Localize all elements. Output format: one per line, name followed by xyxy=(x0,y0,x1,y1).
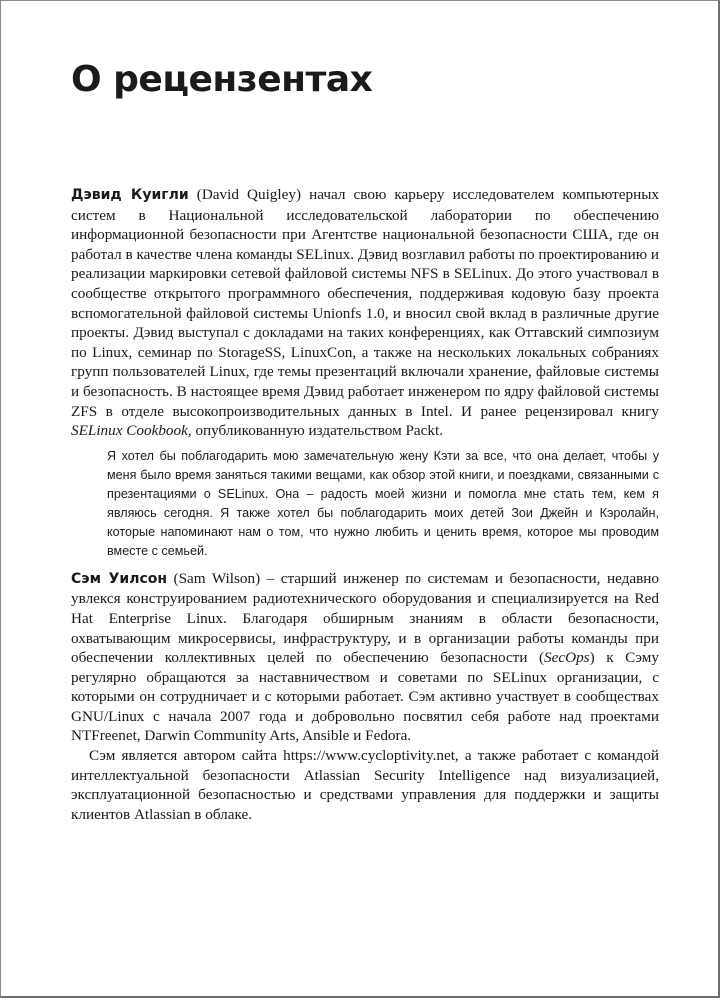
reviewer-2-name: Сэм Уилсон xyxy=(71,570,168,587)
reviewer-2-bio xyxy=(71,569,659,746)
reviewer-1-book-title: SELinux Cookbook xyxy=(71,422,188,440)
page-title: О рецензентах xyxy=(71,59,373,100)
reviewer-1-bio-text-1: (David Quigley) начал свою карьеру исследователем компьютерных систем в Национальной исследовательской лаборатории по обеспечению информационной безопасности при Агентстве национальной безопасности США, где он работал в качестве члена команды SELinux. Дэвид возглавил работы по проектированию и реализации маркировки сетевой файловой системы NFS в SELinux. До этого участвовал в сообществе открытого программного обеспечения, поддерживая кодовую базу проекта вспомогательной файловой системы Unionfs 1.0, и вносил свой вклад в различные другие проекты. Дэвид выступал с докладами на таких конференциях, как Оттавский симпозиум по Linux, семинар по StorageSS, LinuxCon, а также на нескольких локальных собраниях групп пользователей Linux, где темы презентаций включали хранение, файловые системы и безопасность. В настоящее время Дэвид работает инженером по ядру файловой системы ZFS в отделе высокопроизводительных данных в Intel. И ранее рецензировал книгу xyxy=(71,186,659,420)
reviewer-2-bio-paragraph-2: Сэм является автором сайта https://www.cycloptivity.net, а также работает с командой интеллектуальной безопасности Atlassian Security Intelligence над визуализацией, эксплуатационной безопасностью и средствами управления для поддержки и защиты клиентов Atlassian в облаке. xyxy=(71,747,659,823)
reviewer-1-acknowledgement: Я хотел бы поблагодарить мою замечательную жену Кэти за все, что она делает, чтобы у меня было время заняться такими вещами, как обзор этой книги, и поездками, связанными с презентациями о SELinux. Она – радость моей жизни и помогла мне стать тем, кем я являюсь сегодня. Я также хотел бы поблагодарить моих детей Зои Джейн и Кэролайн, которые напоминают нам о том, что нужно любить и ценить время, которое мы проводим вместе с семьей. xyxy=(107,448,659,558)
reviewer-1-bio xyxy=(71,185,659,441)
reviewer-2-bio-text-1: (Sam Wilson) – старший инженер по системам и безопасности, недавно увлекся конструированием радиотехнического оборудования и специализируется на Red Hat Enterprise Linux. Благодаря обширным знаниям в области безопасности, охватывающим микросервисы, инфраструктуру, и в организации работы команды при обеспечении коллективных целей по обеспечению безопасности ( xyxy=(71,569,659,667)
page-content xyxy=(71,185,659,824)
reviewer-1-name: Дэвид Куигли xyxy=(71,187,189,203)
reviewer-1-bio-text-2: , опубликованную издательством Packt. xyxy=(187,422,444,440)
reviewer-2-secops: SecOps xyxy=(544,649,590,667)
reviewer-2-bio-text-2: ) к Сэму регулярно обращаются за наставничеством и советами по SELinux организации, с которыми он сотрудничает и с которыми работает. Сэм активно участвует в сообществах GNU/Linux с начала 2007 года и добровольно посвятил себя работе над проектами NTFreenet, Darwin Community Arts, Ansible и Fedora. xyxy=(71,649,659,745)
